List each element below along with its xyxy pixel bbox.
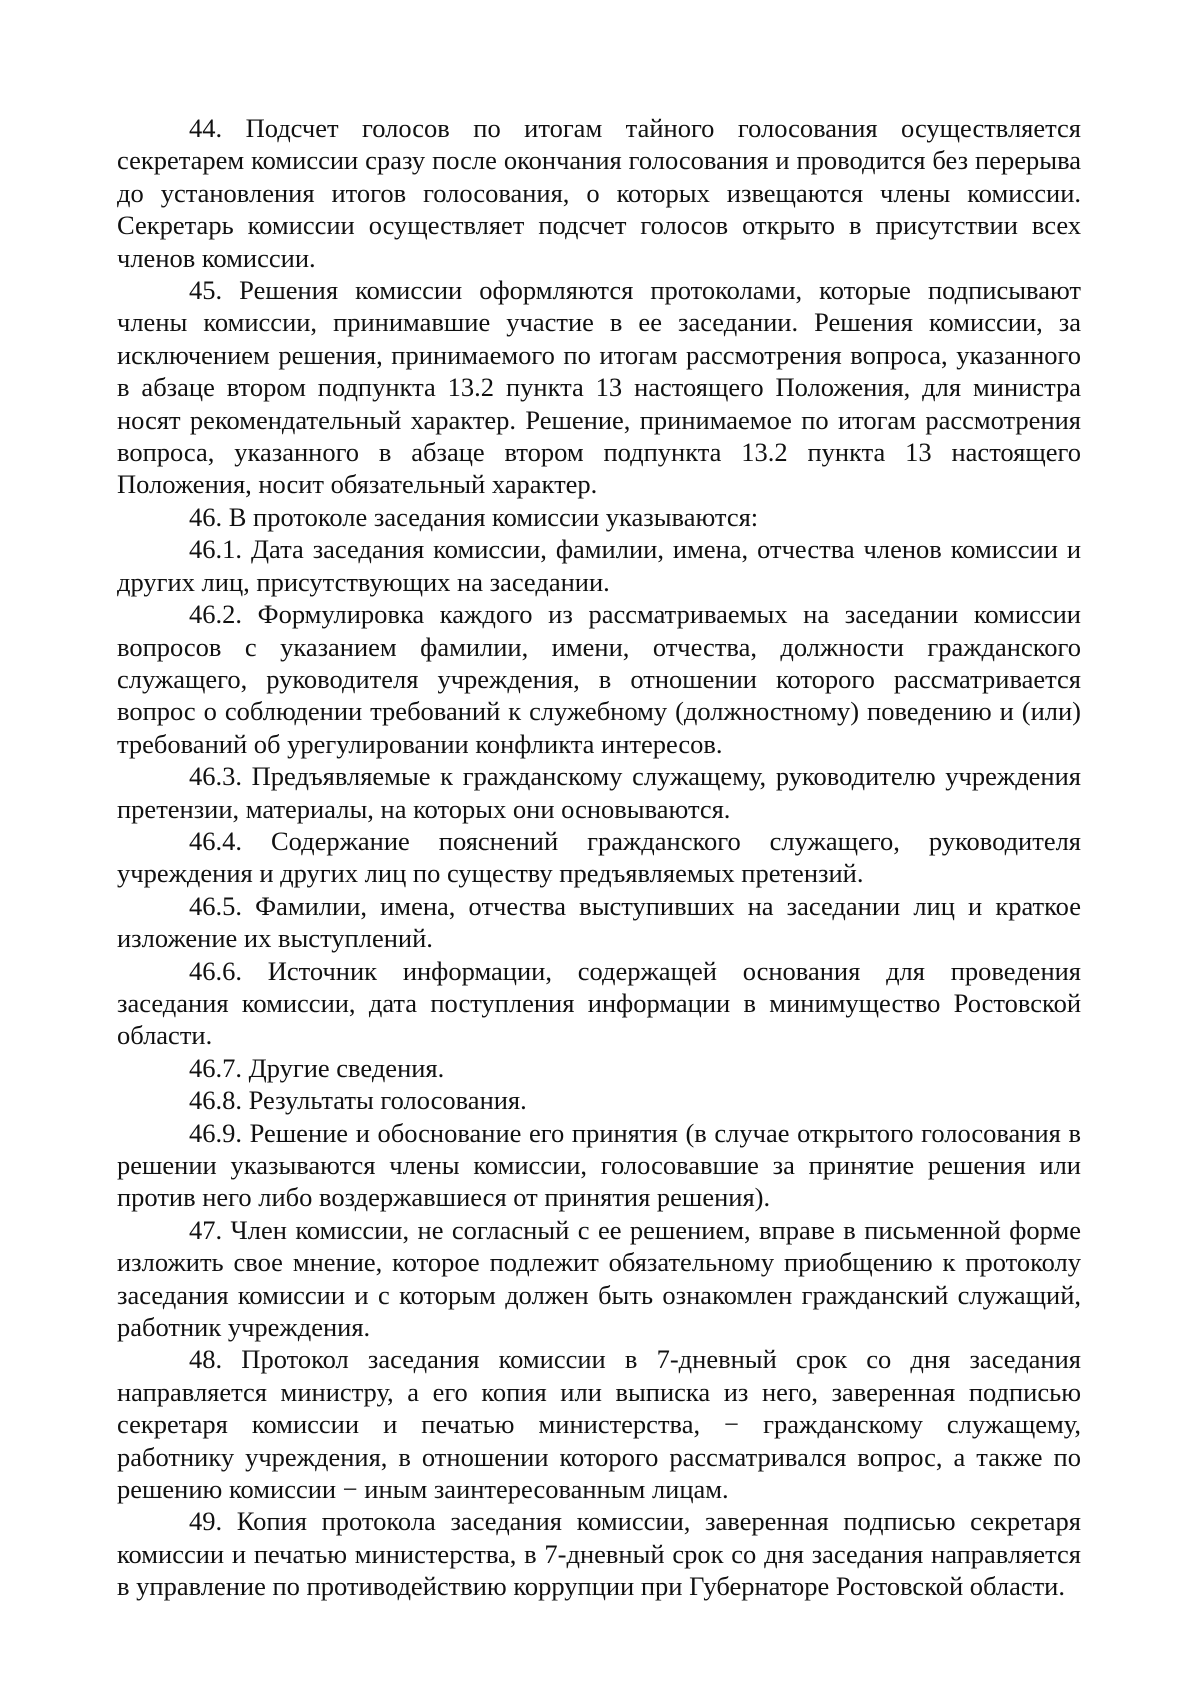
paragraph-46-9: 46.9. Решение и обоснование его принятия (в случае открытого голосования в решении указываются члены комиссии, голосовавшие за принятие решения или против него либо воздержавшиеся от принятия решения). (117, 1117, 1081, 1213)
paragraph-46-3: 46.3. Предъявляемые к гражданскому служащему, руководителю учреждения претензии, материалы, на которых они основываются. (117, 761, 1081, 824)
paragraph-46-4: 46.4. Содержание пояснений гражданского служащего, руководителя учреждения и других лиц по существу предъявляемых претензий. (117, 825, 1081, 889)
paragraph-46-8: 46.8. Результаты голосования. (189, 1085, 527, 1116)
paragraph-49: 49. Копия протокола заседания комиссии, заверенная подписью секретаря комиссии и печатью министерства, в 7-дневный срок со дня заседания направляется в управление по противодействию коррупции при Губернаторе Ростовской области. (117, 1506, 1081, 1602)
paragraph-46-7: 46.7. Другие сведения. (189, 1052, 445, 1083)
paragraph-46-6: 46.6. Источник информации, содержащей основания для проведения заседания комиссии, дата поступления информации в минимущество Ростовской области. (117, 955, 1081, 1051)
paragraph-44: 44. Подсчет голосов по итогам тайного голосования осуществляется секретарем комиссии сразу после окончания голосования и проводится без перерыва до установления итогов голосования, о которых извещаются члены комиссии. Секретарь комиссии осуществляет подсчет голосов открыто в присутствии всех членов комиссии. (117, 113, 1081, 273)
paragraph-47: 47. Член комиссии, не согласный с ее решением, вправе в письменной форме изложить свое мнение, которое подлежит обязательному приобщению к протоколу заседания комиссии и с которым должен быть ознакомлен гражданский служащий, работник учреждения. (117, 1214, 1081, 1343)
paragraph-46-1: 46.1. Дата заседания комиссии, фамилии, имена, отчества членов комиссии и других лиц, присутствующих на заседании. (117, 534, 1081, 597)
document-page (117, 112, 1081, 1603)
paragraph-46-5: 46.5. Фамилии, имена, отчества выступивших на заседании лиц и краткое изложение их выступлений. (117, 890, 1081, 954)
paragraph-46-2: 46.2. Формулировка каждого из рассматриваемых на заседании комиссии вопросов с указанием фамилии, имени, отчества, должности гражданского служащего, руководителя учреждения, в отношении которого рассматривается вопрос о соблюдении требований к служебному (должностному) поведению и (или) требований об урегулировании конфликта интересов. (117, 599, 1081, 759)
paragraph-45: 45. Решения комиссии оформляются протоколами, которые подписывают члены комиссии, принимавшие участие в ее заседании. Решения комиссии, за исключением решения, принимаемого по итогам рассмотрения вопроса, указанного в абзаце втором подпункта 13.2 пункта 13 настоящего Положения, для министра носят рекомендательный характер. Решение, принимаемое по итогам рассмотрения вопроса, указанного в абзаце втором подпункта 13.2 пункта 13 настоящего Положения, носит обязательный характер. (117, 275, 1081, 500)
paragraph-48: 48. Протокол заседания комиссии в 7-дневный срок со дня заседания направляется министру, а его копия или выписка из него, заверенная подписью секретаря комиссии и печатью министерства, − гражданскому служащему, работнику учреждения, в отношении которого рассматривался вопрос, а также по решению комиссии − иным заинтересованным лицам. (117, 1344, 1081, 1505)
paragraph-46: 46. В протоколе заседания комиссии указываются: (189, 501, 759, 532)
